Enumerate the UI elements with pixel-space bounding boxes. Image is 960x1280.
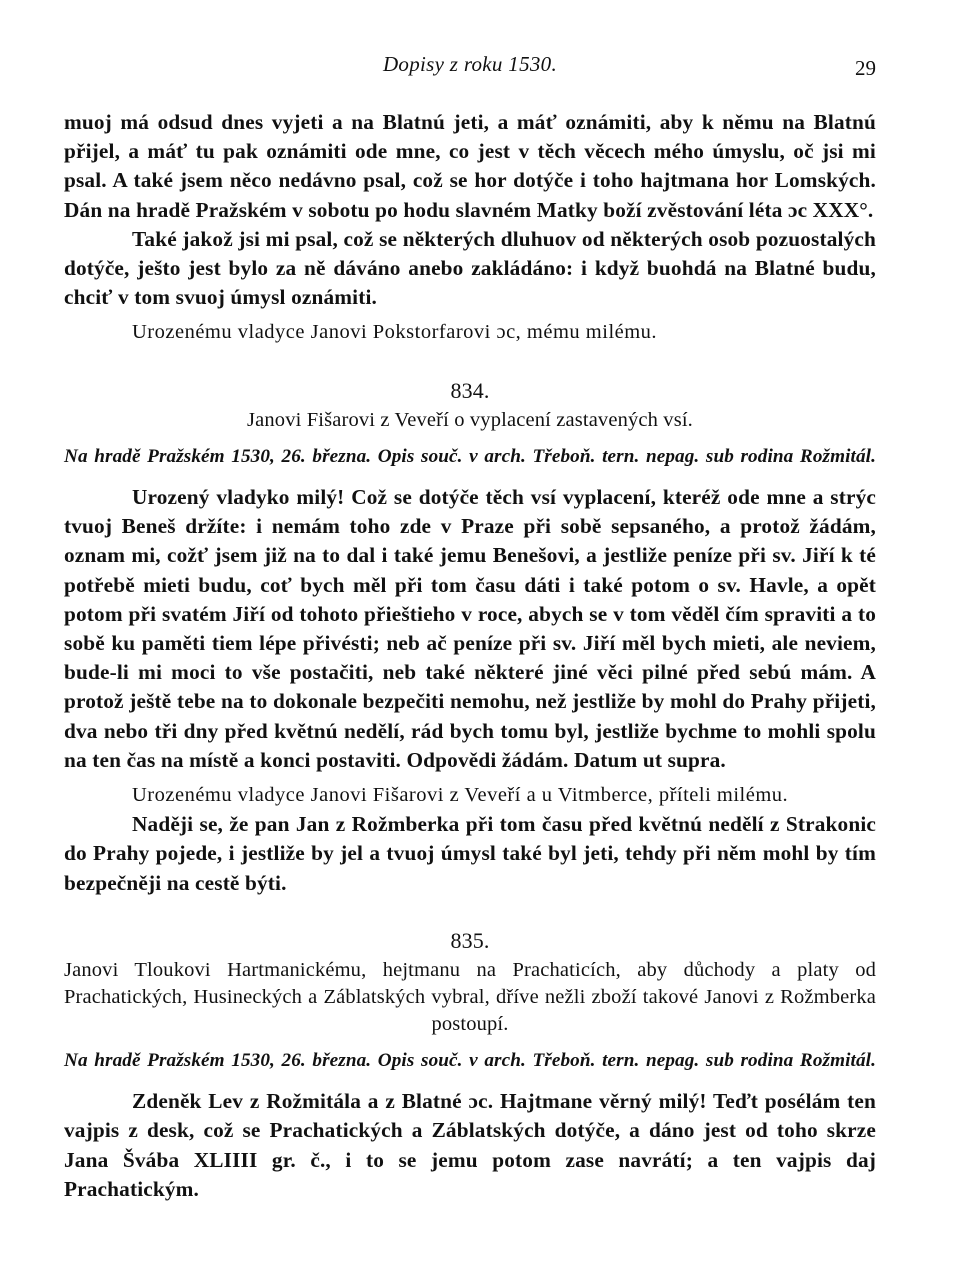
letter-834-source: Na hradě Pražském 1530, 26. března. Opis souč. v arch. Třeboň. tern. nepag. sub rodina Rožmitál.	[64, 445, 876, 467]
letter-835-regest: Janovi Tloukovi Hartmanickému, hejtmanu na Prachaticích, aby důchody a platy od Prachatických, Husineckých a Záblatských vybral, dříve nežli zboží takové Janovi z Rožmberka postoupí.	[64, 959, 876, 1036]
letter-835-body: Zdeněk Lev z Rožmitála a z Blatné ɔc. Hajtmane věrný milý! Teďt posélám ten vajpis z desk, což se Prachatických a Záblatských dotýče, a dáno jest od toho skrze Jana Švába XLIIII gr. č., i to se jemu potom zase navrátí; a ten vajpis daj Prachatickým.	[64, 1089, 876, 1201]
page-number: 29	[855, 56, 876, 80]
letter-834-regest: Janovi Fišarovi z Veveří o vyplacení zastavených vsí.	[247, 408, 693, 431]
running-header	[64, 52, 876, 82]
letter-833-address: Urozenému vladyce Janovi Pokstorfarovi ɔc, mému milému.	[132, 321, 658, 344]
letter-835-source: Na hradě Pražském 1530, 26. března. Opis souč. v arch. Třeboň. tern. nepag. sub rodina Rožmitál.	[64, 1050, 876, 1072]
page-body	[64, 108, 876, 1204]
running-title: Dopisy z roku 1530.	[382, 52, 558, 76]
letter-834-address: Urozenému vladyce Janovi Fišarovi z Veveří a u Vitmberce, příteli milému.	[132, 784, 789, 807]
letter-833-postscript: Také jakož jsi mi psal, což se některých dluhuov od některých osob pozuostalých dotýče, ješto jest bylo za ně dáváno anebo zakládáno: i když buohdá na Blatné budu, chciť v tom svuoj úmysl oznámiti.	[64, 226, 876, 310]
letter-834-body: Urozený vladyko milý! Což se dotýče těch vsí vyplacení, kteréž ode mne a strýc tvuoj Beneš držíte: i nemám toho zde v Praze při sobě sepsaného, a protož žádám, oznam mi, cožť jsem již na to dal i také jemu Benešovi, a jestliže peníze při sv. Jiří k té potřebě mieti budu, coť bych měl při tom času dáti i také potom o sv. Havle, a opět potom při svatém Jiří od tohoto přieštieho v roce, abych se v tom věděl čím spraviti a to sobě ku paměti tiem lépe přivésti; neb ač peníze při sv. Jiří měl bych mieti, ale neviem, bude-li mi moci to vše postačiti, neb také některé jiné věci pilné před sebú mám. A protož ještě tebe na to dokonale bezpečiti nemohu, než jestliže by mohl do Prahy přijeti, dva nebo tři dny před květnú nedělí, rád bych tomu byl, jestliže bychme to mohli spolu na ten čas na místě a konci postaviti. Odpovědi žádám. Datum ut supra.	[64, 485, 876, 772]
letter-833-continuation: muoj má odsud dnes vyjeti a na Blatnú jeti, a máť oznámiti, aby k němu na Blatnú přijel, a máť tu pak oznámiti ode mne, co jest v těch věcech mého úmyslu, oč jsi mi psal. A také jsem něco nedávno psal, což se hor dotýče i toho hajtmana hor Lomských. Dán na hradě Pražském v sobotu po hodu slavném Matky boží zvěstování léta ɔc XXX°.	[64, 110, 876, 222]
letter-835-number: 835.	[450, 927, 490, 953]
letter-834-number: 834.	[450, 377, 490, 403]
letter-834-postscript: Naději se, že pan Jan z Rožmberka při tom času před květnú nedělí z Strakonic do Prahy pojede, i jestliže by jel a tvuoj úmysl také byl jeti, tehdy při něm mohl by tím bezpečněji na cestě býti.	[64, 812, 876, 895]
